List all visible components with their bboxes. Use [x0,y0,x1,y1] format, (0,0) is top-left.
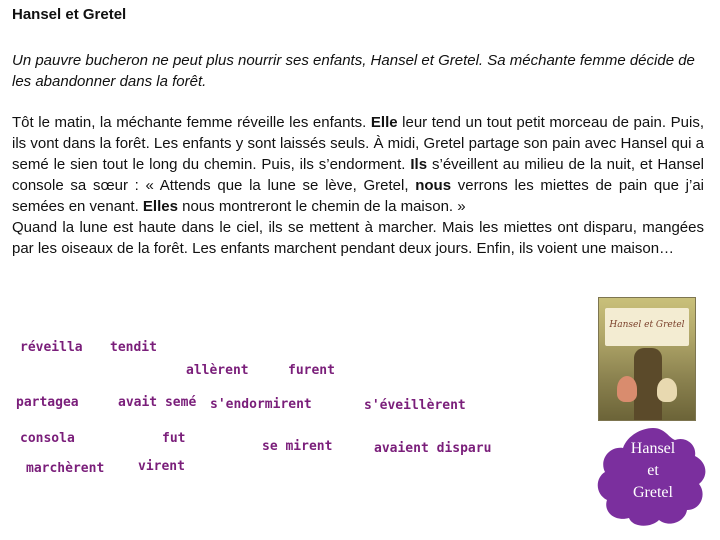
title-badge [593,438,713,504]
story-paragraph-1 [12,112,704,217]
badge-line-1: Hansel [630,440,676,457]
cover-title: Hansel et Gretel [609,320,685,330]
story-segment: leur tend un tout petit morceau de pain. Puis, ils vont dans la forêt. Les enfants y sont laissés seuls. À midi, Gretel partage son pain avec Hansel qui a semé le sien tout le long du chemin. Puis, ils s’endorment. [12,114,704,173]
page-title: Hansel et Gretel [12,6,127,23]
badge-line-2: et [647,462,659,479]
verb-se-mirent[interactable]: se mirent [262,439,333,454]
verb-furent[interactable]: furent [288,363,335,378]
verb-fut[interactable]: fut [162,431,186,446]
pronoun-ils: Ils [410,156,428,173]
verb-partagea[interactable]: partagea [16,395,79,410]
verb-endormirent[interactable]: s'endormirent [210,397,312,412]
verb-marcherent[interactable]: marchèrent [26,461,105,476]
book-cover-image [598,297,696,421]
verb-consola[interactable]: consola [20,431,75,446]
verb-virent[interactable]: virent [138,459,185,474]
pronoun-elle: Elle [370,114,398,131]
child-figure [657,378,677,402]
story-segment: s’éveillent au milieu de la nuit, et Hansel console sa sœur : « Attends que la lune se lève, Gretel, [12,156,705,194]
verb-reveilla[interactable]: réveilla [20,340,83,355]
story-paragraph-2: Quand la lune est haute dans le ciel, ils se mettent à marcher. Mais les miettes ont disparu, mangées par les oiseaux de la forêt. Les enfants marchent pendant deux jours. Enfin, ils voient une maison… [12,219,704,257]
intro-paragraph: Un pauvre bucheron ne peut plus nourrir ses enfants, Hansel et Gretel. Sa méchante femme décide de les abandonner dans la forêt. [12,52,695,90]
verb-eveillerent[interactable]: s'éveillèrent [364,398,466,413]
story-segment: nous montreront le chemin de la maison. » [177,198,466,215]
story-text [12,112,704,259]
story-segment: Tôt le matin, la méchante femme réveille les enfants. [12,114,371,131]
pronoun-elles: Elles [142,198,178,215]
verb-allerent[interactable]: allèrent [186,363,249,378]
verb-avaient-disparu[interactable]: avaient disparu [374,441,492,456]
story-segment: verrons les miettes de pain que j’ai semées en venant. [12,177,705,215]
verb-avait-seme[interactable]: avait semé [118,395,197,410]
child-figure [617,376,637,402]
badge-line-3: Gretel [633,484,673,501]
verb-tendit[interactable]: tendit [110,340,157,355]
pronoun-nous: nous [415,177,452,194]
